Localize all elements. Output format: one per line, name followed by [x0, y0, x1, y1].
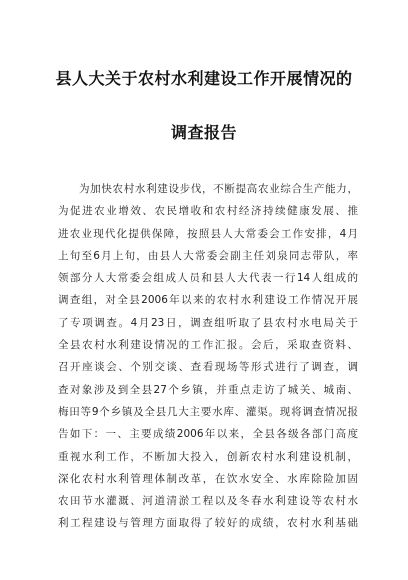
body-line: 利工程建设与管理方面取得了较好的成绩，农村水利基础 — [58, 517, 358, 530]
body-line: 全县农村水利建设情况的工作汇报。会后，采取查资料、 — [58, 339, 358, 352]
body-line: 查对象涉及到全县27个乡镇，并重点走访了城关、城南、 — [58, 383, 358, 396]
body-line: 召开座谈会、个别交谈、查看现场等形式进行了调查，调 — [58, 361, 358, 374]
body-line: 调查组，对全县2006年以来的农村水利建设工作情况开展 — [58, 294, 358, 307]
body-line: 告如下：一、主要成绩2006年以来，全县各级各部门高度 — [58, 428, 358, 441]
document-title-line-1: 县人大关于农村水利建设工作开展情况的 — [55, 69, 353, 88]
body-line: 进农业现代化提供保障，按照县人大常委会工作安排，4月 — [58, 227, 358, 240]
body-line: 重视水利工作，不断加大投入，创新农村水利建设机制， — [58, 450, 358, 463]
document-body — [58, 178, 358, 535]
body-line: 深化农村水利管理体制改革，在饮水安全、水库除险加固 — [58, 472, 358, 485]
body-line: 上旬至6月上旬，由县人大常委会副主任刘泉同志带队，率 — [58, 249, 358, 262]
body-line: 农田节水灌溉、河道清淤工程以及冬春水利建设等农村水 — [58, 495, 358, 508]
document-title-line-2: 调查报告 — [170, 123, 237, 142]
body-line: 梅田等9个乡镇及全县几大主要水库、灌渠。现将调查情况报 — [58, 405, 358, 418]
body-line: 领部分人大常委会组成人员和县人大代表一行14人组成的 — [58, 272, 358, 285]
body-line: 为加快农村水利建设步伐，不断提高农业综合生产能力， — [79, 183, 358, 195]
body-line: 了专项调查。4月23日，调查组听取了县农村水电局关于 — [58, 316, 358, 329]
body-line: 为促进农业增效、农民增收和农村经济持续健康发展、推 — [58, 205, 358, 218]
